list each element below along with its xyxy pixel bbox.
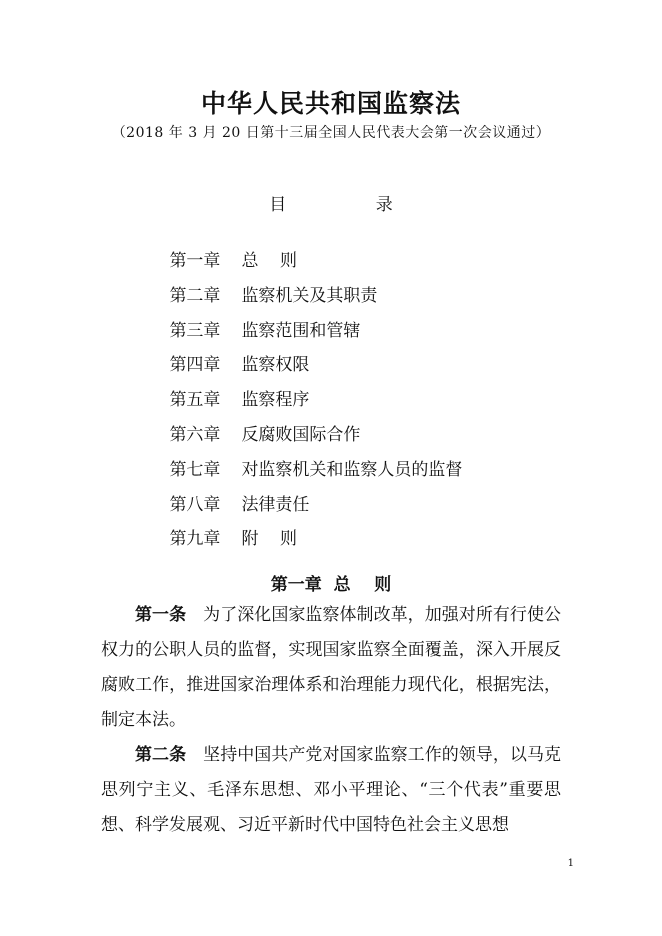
document-title: 中华人民共和国监察法 bbox=[200, 89, 461, 118]
toc-chapter-title: 法律责任 bbox=[241, 494, 310, 515]
toc-chapter-title: 总 则 bbox=[241, 251, 298, 271]
toc-chapter-number: 第七章 bbox=[169, 459, 221, 480]
article-body bbox=[101, 738, 561, 843]
toc-chapter-number: 第九章 bbox=[169, 529, 221, 550]
toc-chapter-number: 第六章 bbox=[169, 424, 221, 445]
toc-chapter-title: 监察权限 bbox=[241, 355, 310, 376]
article-text: 为了深化国家监察体制改革，加强对所有行使公权力的公职人员的监督，实现国家监察全面覆盖，深入开展反腐败工作，推进国家治理体系和治理能力现代化，根据宪法，制定本法。 bbox=[101, 605, 561, 730]
toc-chapter-title: 反腐败国际合作 bbox=[241, 424, 361, 445]
document-subtitle: （2018 年 3 月 20 日第十三届全国人民代表大会第一次会议通过） bbox=[111, 125, 551, 141]
article-paragraph bbox=[101, 738, 561, 843]
toc-chapter-number: 第三章 bbox=[169, 320, 221, 341]
page-number: 1 bbox=[567, 858, 574, 869]
chapter-heading: 第一章 总 则 bbox=[270, 575, 392, 595]
article-paragraph bbox=[101, 598, 561, 738]
toc-chapter-number: 第五章 bbox=[169, 390, 221, 411]
article-body bbox=[101, 598, 561, 738]
article-label: 第二条 bbox=[135, 745, 187, 765]
toc-chapter-number: 第二章 bbox=[169, 285, 221, 306]
toc-chapter-title: 对监察机关和监察人员的监督 bbox=[241, 459, 463, 480]
toc-chapter-number: 第八章 bbox=[169, 494, 221, 515]
toc-chapter-title: 监察程序 bbox=[241, 390, 310, 411]
toc-chapter-title: 监察范围和管辖 bbox=[241, 320, 361, 341]
toc-item bbox=[137, 225, 462, 271]
article-label: 第一条 bbox=[135, 605, 187, 625]
toc-chapter-number: 第四章 bbox=[169, 355, 221, 376]
table-of-contents bbox=[137, 225, 463, 550]
toc-chapter-number: 第一章 bbox=[169, 251, 221, 271]
toc-heading: 目 录 bbox=[269, 195, 393, 215]
toc-chapter-title: 附 则 bbox=[241, 529, 298, 550]
toc-chapter-title: 监察机关及其职责 bbox=[241, 285, 378, 306]
article-text: 坚持中国共产党对国家监察工作的领导，以马克思列宁主义、毛泽东思想、邓小平理论、“三个代表”重要思想、科学发展观、习近平新时代中国特色社会主义思想 bbox=[101, 745, 561, 835]
